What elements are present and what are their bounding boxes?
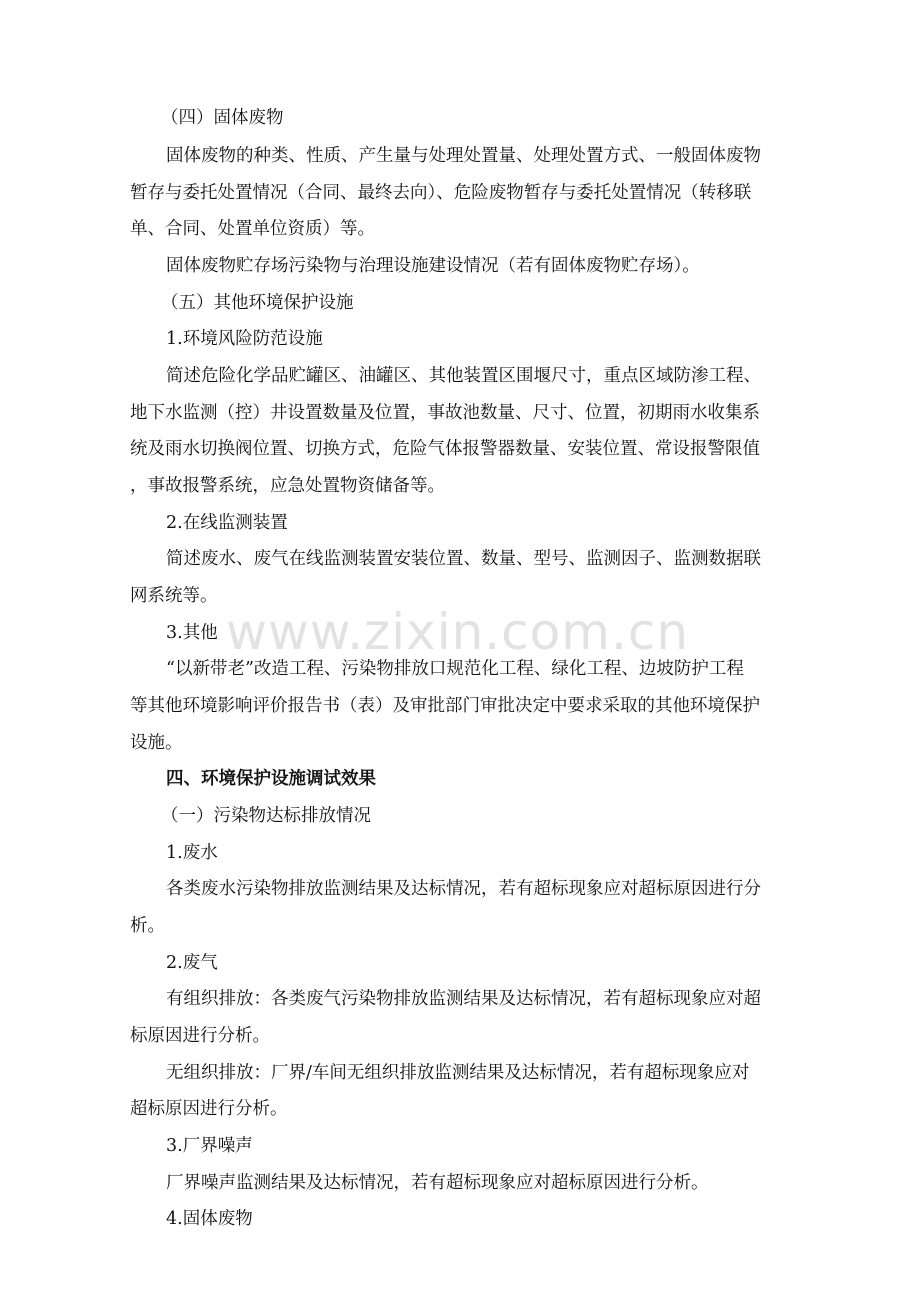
subheading-other: 3.其他 [166,623,218,643]
paragraph-line: 无组织排放：厂界/车间无组织排放监测结果及达标情况，若有超标现象应对 [166,1063,750,1083]
section-heading-discharge-compliance: （一）污染物达标排放情况 [161,806,371,826]
section-heading-other-facilities: （五）其他环境保护设施 [161,293,354,313]
paragraph-line: 固体废物的种类、性质、产生量与处理处置量、处理处置方式、一般固体废物 [166,146,761,166]
section-heading-solid-waste: （四）固体废物 [161,108,284,128]
subheading-waste-gas: 2.废气 [166,953,218,973]
paragraph-line: 简述危险化学品贮罐区、油罐区、其他装置区围堰尺寸，重点区域防渗工程、 [166,366,761,386]
subheading-boundary-noise: 3.厂界噪声 [166,1136,253,1156]
chapter-heading-debugging-effects: 四、环境保护设施调试效果 [166,769,376,789]
paragraph-line: 暂存与委托处置情况（合同、最终去向）、危险废物暂存与委托处置情况（转移联 [130,183,752,203]
subheading-risk-prevention: 1.环境风险防范设施 [166,329,323,349]
subheading-wastewater: 1.废水 [166,843,218,863]
paragraph-line: 设施。 [130,733,183,753]
watermark: www.zixin.com.cn [226,603,690,661]
paragraph-line: 各类废水污染物排放监测结果及达标情况，若有超标现象应对超标原因进行分 [166,879,761,899]
subheading-solid-waste: 4.固体废物 [166,1209,253,1229]
paragraph-line: 有组织排放：各类废气污染物排放监测结果及达标情况，若有超标现象应对超 [166,989,761,1009]
subheading-online-monitoring: 2.在线监测装置 [166,513,288,533]
paragraph-line: 地下水监测（控）井设置数量及位置，事故池数量、尺寸、位置，初期雨水收集系 [130,403,760,423]
paragraph-line: 单、合同、处置单位资质）等。 [130,219,375,239]
paragraph-line: ，事故报警系统，应急处置物资储备等。 [130,476,445,496]
paragraph-line: 简述废水、废气在线监测装置安装位置、数量、型号、监测因子、监测数据联 [166,549,761,569]
paragraph-line: 析。 [130,916,165,936]
paragraph-line: 网系统等。 [130,586,218,606]
paragraph-line: 统及雨水切换阀位置、切换方式，危险气体报警器数量、安装位置、常设报警限值 [130,439,760,459]
paragraph-line: 超标原因进行分析。 [130,1099,288,1119]
paragraph-line: “以新带老”改造工程、污染物排放口规范化工程、绿化工程、边坡防护工程 [166,659,744,679]
paragraph-line: 标原因进行分析。 [130,1026,270,1046]
paragraph-line: 等其他环境影响评价报告书（表）及审批部门审批决定中要求采取的其他环境保护 [130,696,760,716]
paragraph-line: 固体废物贮存场污染物与治理设施建设情况（若有固体废物贮存场）。 [166,256,700,276]
paragraph-line: 厂界噪声监测结果及达标情况，若有超标现象应对超标原因进行分析。 [166,1173,709,1193]
